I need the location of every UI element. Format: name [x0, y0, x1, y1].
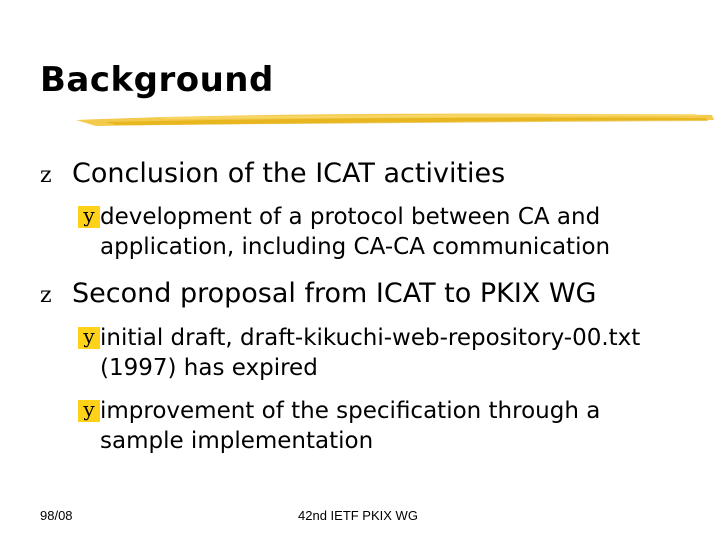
bullet-marker-icon: z	[40, 163, 52, 188]
sub-bullet-marker-icon: y	[78, 400, 100, 422]
title-underline-brush	[36, 106, 716, 130]
sub-bullet-item	[78, 396, 648, 456]
bullet-marker-icon: z	[40, 283, 52, 308]
sub-bullet-marker-icon: y	[78, 206, 100, 228]
sub-bullet-text: initial draft, draft-kikuchi-web-repository-00.txt (1997) has expired	[100, 325, 641, 381]
footer-date: 98/08	[40, 508, 73, 523]
sub-bullet-item	[78, 323, 648, 383]
sub-bullet-text: improvement of the specification through a sample implementation	[100, 398, 601, 454]
bullet-item	[40, 157, 505, 193]
bullet-item	[40, 277, 596, 313]
sub-bullet-marker-icon: y	[78, 327, 100, 349]
sub-bullet-item	[78, 202, 648, 262]
slide-title: Background	[40, 60, 274, 100]
bullet-text: Second proposal from ICAT to PKIX WG	[72, 278, 597, 309]
bullet-text: Conclusion of the ICAT activities	[72, 158, 506, 189]
sub-bullet-text: development of a protocol between CA and application, including CA-CA communication	[100, 204, 611, 260]
footer-event: 42nd IETF PKIX WG	[298, 508, 418, 523]
